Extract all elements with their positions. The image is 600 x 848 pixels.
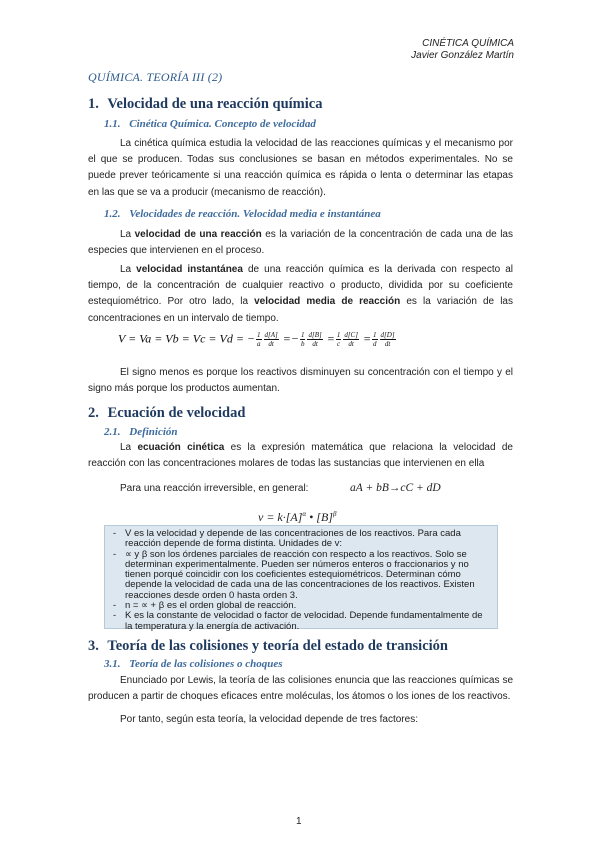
paragraph-kinetic-equation: [88, 440, 513, 472]
reaction-label: Para una reacción irreversible, en general:: [120, 483, 309, 494]
paragraph-three-factors: [88, 712, 513, 728]
section-number: 1.: [88, 96, 99, 112]
subsection-number: 2.1.: [104, 426, 121, 438]
fraction: [336, 331, 342, 348]
section-title: Velocidad de una reacción química: [107, 96, 323, 112]
section-number: 3.: [88, 638, 99, 654]
subsection-title: Cinética Química. Concepto de velocidad: [129, 118, 316, 130]
bold-term: velocidad media de reacción: [254, 296, 401, 308]
fraction-num: d[A]: [264, 331, 278, 339]
fraction: [380, 331, 396, 348]
text-run: La: [120, 229, 135, 240]
paragraph-reaction-rate: [88, 227, 513, 259]
equation-sign: =: [326, 331, 335, 346]
subsection-title: Teoría de las colisiones o choques: [129, 658, 283, 670]
bold-term: ecuación cinética: [137, 442, 225, 453]
equation-lhs: V = Va = Vb = Vc = Vd =: [118, 331, 244, 346]
section-2-heading: [88, 405, 245, 422]
page-header: [411, 38, 514, 62]
section-title: Teoría de las colisiones y teoría del estado de transición: [107, 638, 448, 654]
fraction: [256, 331, 262, 348]
paragraph-text: El signo menos es porque los reactivos disminuyen su concentración con el tiempo y el signo más porque los productos aumentan.: [88, 367, 513, 395]
fraction-num: d[B]: [308, 331, 322, 339]
fraction-num: 1: [336, 331, 341, 339]
rate-law: [258, 510, 336, 525]
fraction-den: b: [300, 340, 305, 348]
equation-sign: =: [362, 331, 372, 346]
rate-law-part: • [B]: [306, 510, 333, 524]
fraction-den: dt: [268, 340, 274, 348]
rate-law-notes-box: [104, 525, 498, 632]
text-run: es la variación de las concentraciones en un intervalo de tiempo.: [88, 296, 513, 324]
note-item: [111, 611, 489, 632]
fraction: [307, 331, 322, 348]
paragraph-kinetics-intro: [88, 136, 513, 201]
paragraph-text: La cinética química estudia la velocidad de las reacciones químicas y el mecanismo por el que se producen. Todas sus conclusiones se basan en métodos experimentales. No se puede prever teóricamente si una reacción química es rápida o lenta o determinar las etapas en las que se va a producir (mecanismo de reacción).: [88, 138, 513, 198]
text-run: es la variación de la concentración de cada una de las especies que intervienen en el proceso.: [88, 229, 513, 257]
section-3-1-heading: [104, 658, 283, 670]
subsection-title: Definición: [129, 426, 178, 438]
rate-law-part: v = k·[A]: [258, 510, 303, 524]
equation-sign: =−: [282, 331, 299, 346]
header-subject: CINÉTICA QUÍMICA: [422, 38, 514, 49]
fraction-den: dt: [348, 340, 354, 348]
paragraph-sign-explanation: [88, 365, 513, 397]
section-number: 2.: [88, 405, 99, 421]
equation-sign: −: [246, 331, 256, 346]
note-text: ∝ y β son los órdenes parciales de reacción con respecto a los reactivos. Solo se determinan experimentalmente. Pueden ser números enteros o fraccionarios y no tienen porqué coincidir con los coeficientes estequiométricos. Determinan cómo depende la velocidad de cada una de las concentraciones de los reactivos. Existen reacciones desde orden 0 hasta orden 3.: [125, 548, 475, 601]
bullet: -: [113, 528, 117, 539]
text-run: La: [120, 264, 137, 275]
fraction: [343, 331, 359, 348]
bullet: -: [113, 548, 117, 560]
subsection-number: 1.2.: [104, 208, 121, 220]
fraction-num: 1: [257, 331, 261, 339]
section-1-2-heading: [104, 208, 381, 220]
note-text: K es la constante de velocidad o factor de velocidad. Depende fundamentalmente de la temperatura y la energía de activación.: [125, 610, 483, 632]
section-title: Ecuación de velocidad: [107, 405, 246, 421]
fraction-num: d[C]: [344, 331, 358, 339]
fraction: [300, 331, 306, 348]
general-reaction: aA + bB→cC + dD: [350, 482, 441, 494]
header-author: Javier González Martín: [411, 50, 514, 61]
fraction-den: dt: [384, 340, 391, 348]
note-text: n = ∝ + β es el orden global de reacción.: [125, 600, 297, 612]
bold-term: velocidad de una reacción: [134, 229, 262, 240]
text-run: es la expresión matemática que relaciona la velocidad de reacción con las concentraciones molares de todas las sustancias que intervienen en ella: [88, 442, 513, 470]
section-1-1-heading: [104, 118, 316, 130]
bold-term: velocidad instantánea: [136, 264, 243, 275]
fraction-den: c: [337, 340, 341, 348]
bullet: -: [113, 600, 117, 612]
section-2-1-heading: [104, 426, 178, 438]
fraction-num: 1: [300, 331, 305, 339]
order-alpha: α: [302, 510, 307, 518]
fraction-den: d: [373, 340, 377, 348]
note-item: [111, 529, 489, 550]
paragraph-instantaneous-rate: [88, 262, 513, 327]
document-title: QUÍMICA. TEORÍA III (2): [88, 70, 223, 84]
fraction-num: d[D]: [380, 331, 395, 339]
text-run: La: [120, 442, 138, 453]
fraction: [372, 331, 378, 348]
subsection-title: Velocidades de reacción. Velocidad media e instantánea: [129, 208, 381, 220]
rate-equation: [118, 331, 397, 348]
section-1-heading: [88, 96, 322, 113]
paragraph-text: Enunciado por Lewis, la teoría de las colisiones enuncia que las reacciones químicas se producen a partir de choques eficaces entre moléculas, los átomos o los iones de los reactivos.: [88, 675, 513, 703]
fraction-den: dt: [312, 340, 318, 348]
subsection-number: 1.1.: [104, 118, 121, 130]
bullet: -: [113, 610, 117, 622]
subsection-number: 3.1.: [104, 658, 121, 670]
paragraph-collision-theory: [88, 673, 513, 705]
fraction: [264, 331, 279, 348]
page-number: 1: [296, 816, 302, 827]
order-beta: β: [332, 510, 337, 518]
note-text: V es la velocidad y depende de las concentraciones de los reactivos. Para cada reacción depende de forma distinta. Unidades de v:: [125, 528, 461, 550]
section-3-heading: [88, 638, 448, 655]
fraction-den: a: [257, 340, 261, 348]
text-run: de una reacción química es la derivada con respecto al tiempo, de la concentración de cualquier reactivo o producto, dividida por su coeficiente estequiométrico. Por otro lado, la: [88, 264, 513, 308]
paragraph-text: Por tanto, según esta teoría, la velocidad depende de tres factores:: [120, 714, 418, 725]
note-item: [111, 550, 489, 601]
fraction-num: 1: [373, 331, 377, 339]
